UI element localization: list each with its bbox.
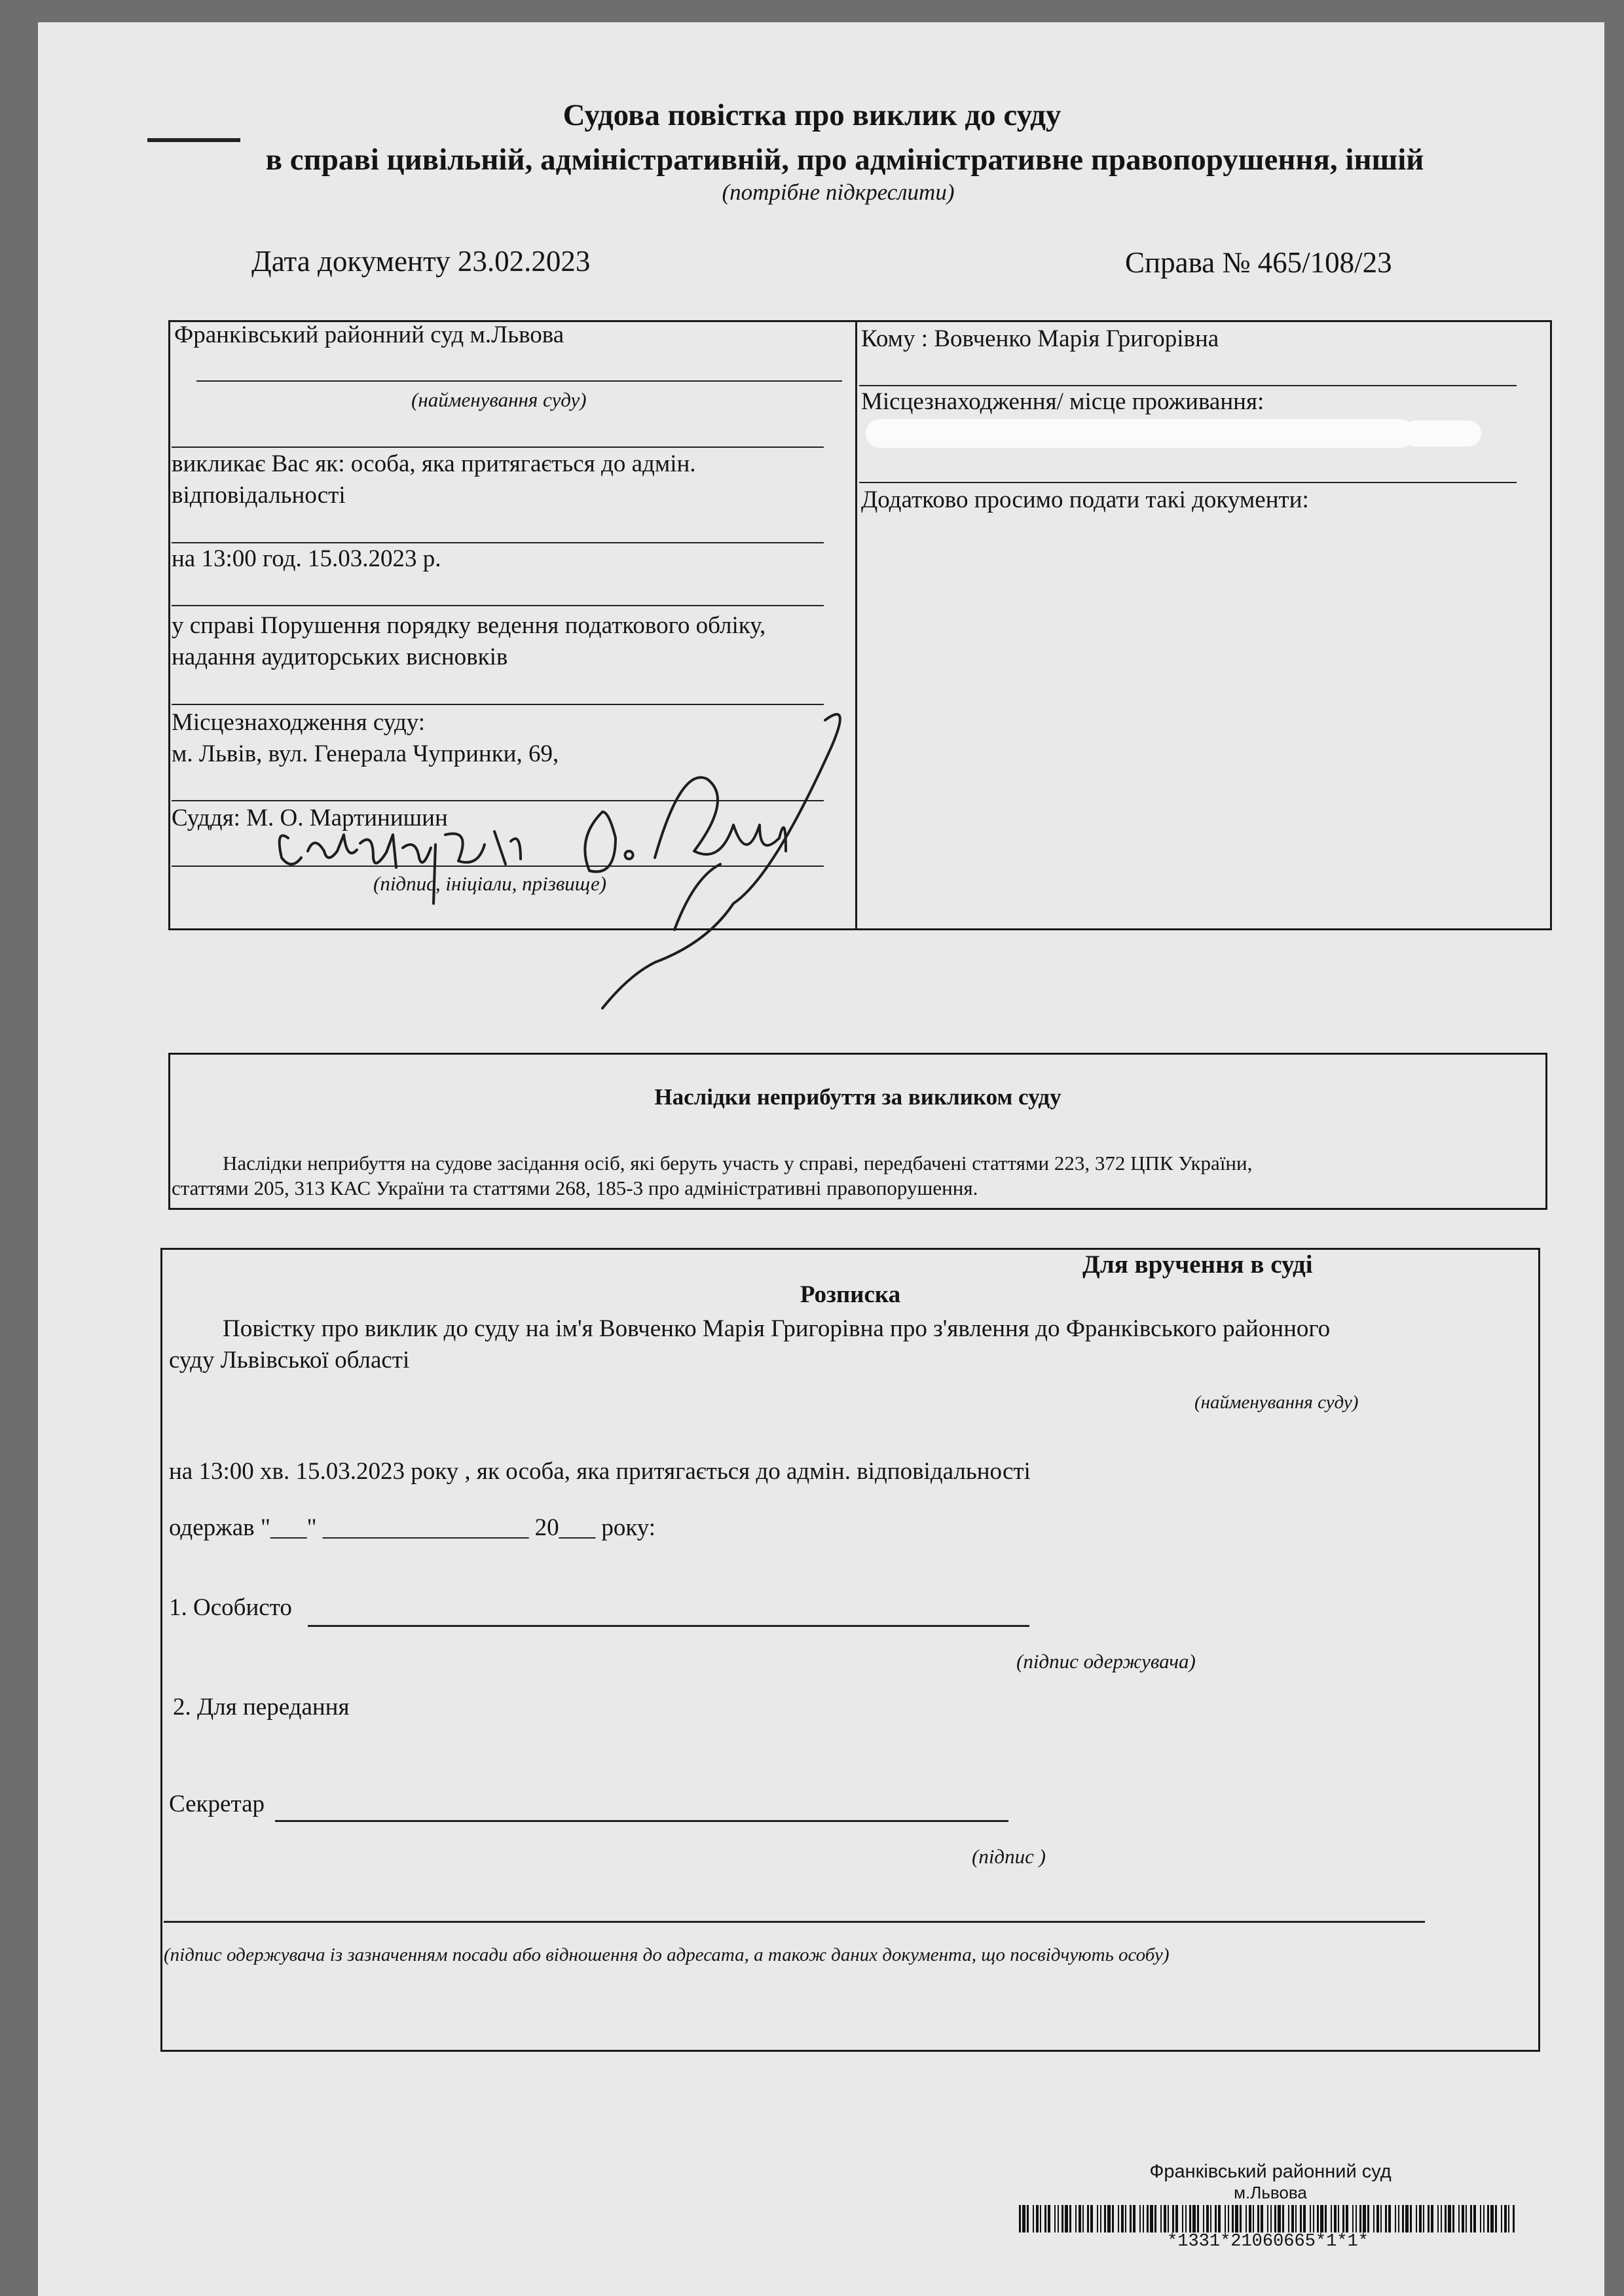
case-number: Справа № 465/108/23 xyxy=(1125,246,1392,279)
title-line-1: Судова повістка про виклик до суду xyxy=(563,98,1061,132)
judge-name: Суддя: М. О. Мартинишин xyxy=(172,805,448,831)
court-address: м. Львів, вул. Генерала Чупринки, 69, xyxy=(172,740,559,767)
recipient-name: Кому : Вовченко Марія Григорівна xyxy=(861,325,1219,352)
receipt-text-1: Повістку про виклик до суду на ім'я Вовченко Марія Григорівна про з'явлення до Франківського районного xyxy=(223,1315,1331,1342)
secretary-label: Секретар xyxy=(169,1791,265,1817)
summons-as-continued: відповідальності xyxy=(172,482,346,509)
consequences-text-1: Наслідки неприбуття на судове засідання осіб, які беруть участь у справі, передбачені статтями 223, 372 ЦПК України, xyxy=(223,1152,1253,1175)
recipient-signature-line xyxy=(308,1625,1029,1627)
barcode xyxy=(1019,2205,1517,2232)
title-line-2: в справі цивільній, адміністративній, про адміністративне правопорушення, іншій xyxy=(265,143,1424,177)
barcode-text: *1331*21060665*1*1* xyxy=(1167,2232,1369,2251)
redacted-address-number xyxy=(1403,420,1481,446)
receipt-title: Розписка xyxy=(800,1281,901,1308)
for-court-delivery: Для вручення в суді xyxy=(1082,1250,1313,1279)
consequences-heading: Наслідки неприбуття за викликом суду xyxy=(654,1084,1061,1110)
signature-caption: (підпис, ініціали, прізвище) xyxy=(373,872,607,895)
case-subject-continued: надання аудиторських висновків xyxy=(172,644,508,670)
transfer-label: 2. Для передання xyxy=(173,1694,350,1721)
receipt-text-2: суду Львівської області xyxy=(169,1347,410,1374)
receipt-court-caption: (найменування суду) xyxy=(1194,1392,1359,1413)
court-name-caption: (найменування суду) xyxy=(411,388,587,411)
received-date-line: одержав "___" _________________ 20___ року: xyxy=(169,1514,656,1541)
court-location-label: Місцезнаходження суду: xyxy=(172,709,426,736)
hearing-time: на 13:00 год. 15.03.2023 р. xyxy=(172,545,441,572)
summons-as: викликає Вас як: особа, яка притягається до адмін. xyxy=(172,450,696,477)
footer-court-line-1: Франківський районний суд xyxy=(1149,2161,1392,2182)
case-subject: у справі Порушення порядку ведення податкового обліку, xyxy=(172,612,766,639)
handwritten-signature xyxy=(262,681,864,1021)
title-note: (потрібне підкреслити) xyxy=(722,179,955,205)
footer-court-line-2: м.Львова xyxy=(1234,2183,1307,2202)
court-name: Франківський районний суд м.Львова xyxy=(174,321,564,348)
secretary-signature-line xyxy=(275,1820,1008,1822)
bottom-signature-line xyxy=(164,1921,1425,1923)
documents-label: Додатково просимо подати такі документи: xyxy=(861,486,1309,513)
recipient-signature-caption: (підпис одержувача) xyxy=(1016,1650,1196,1673)
residence-label: Місцезнаходження/ місце проживання: xyxy=(861,388,1264,415)
personally-label: 1. Особисто xyxy=(169,1594,292,1621)
pen-dash xyxy=(147,138,240,142)
secretary-signature-caption: (підпис ) xyxy=(972,1845,1046,1868)
receipt-time: на 13:00 хв. 15.03.2023 року , як особа, яка притягається до адмін. відповідальності xyxy=(169,1458,1031,1485)
document-date: Дата документу 23.02.2023 xyxy=(251,245,591,278)
redacted-address xyxy=(866,419,1414,448)
consequences-text-2: статтями 205, 313 КАС України та статтями 268, 185-3 про адміністративні правопорушення. xyxy=(172,1176,978,1199)
bottom-caption: (підпис одержувача із зазначенням посади або відношення до адресата, а також даних документа, що посвідчують особу) xyxy=(164,1944,1170,1965)
